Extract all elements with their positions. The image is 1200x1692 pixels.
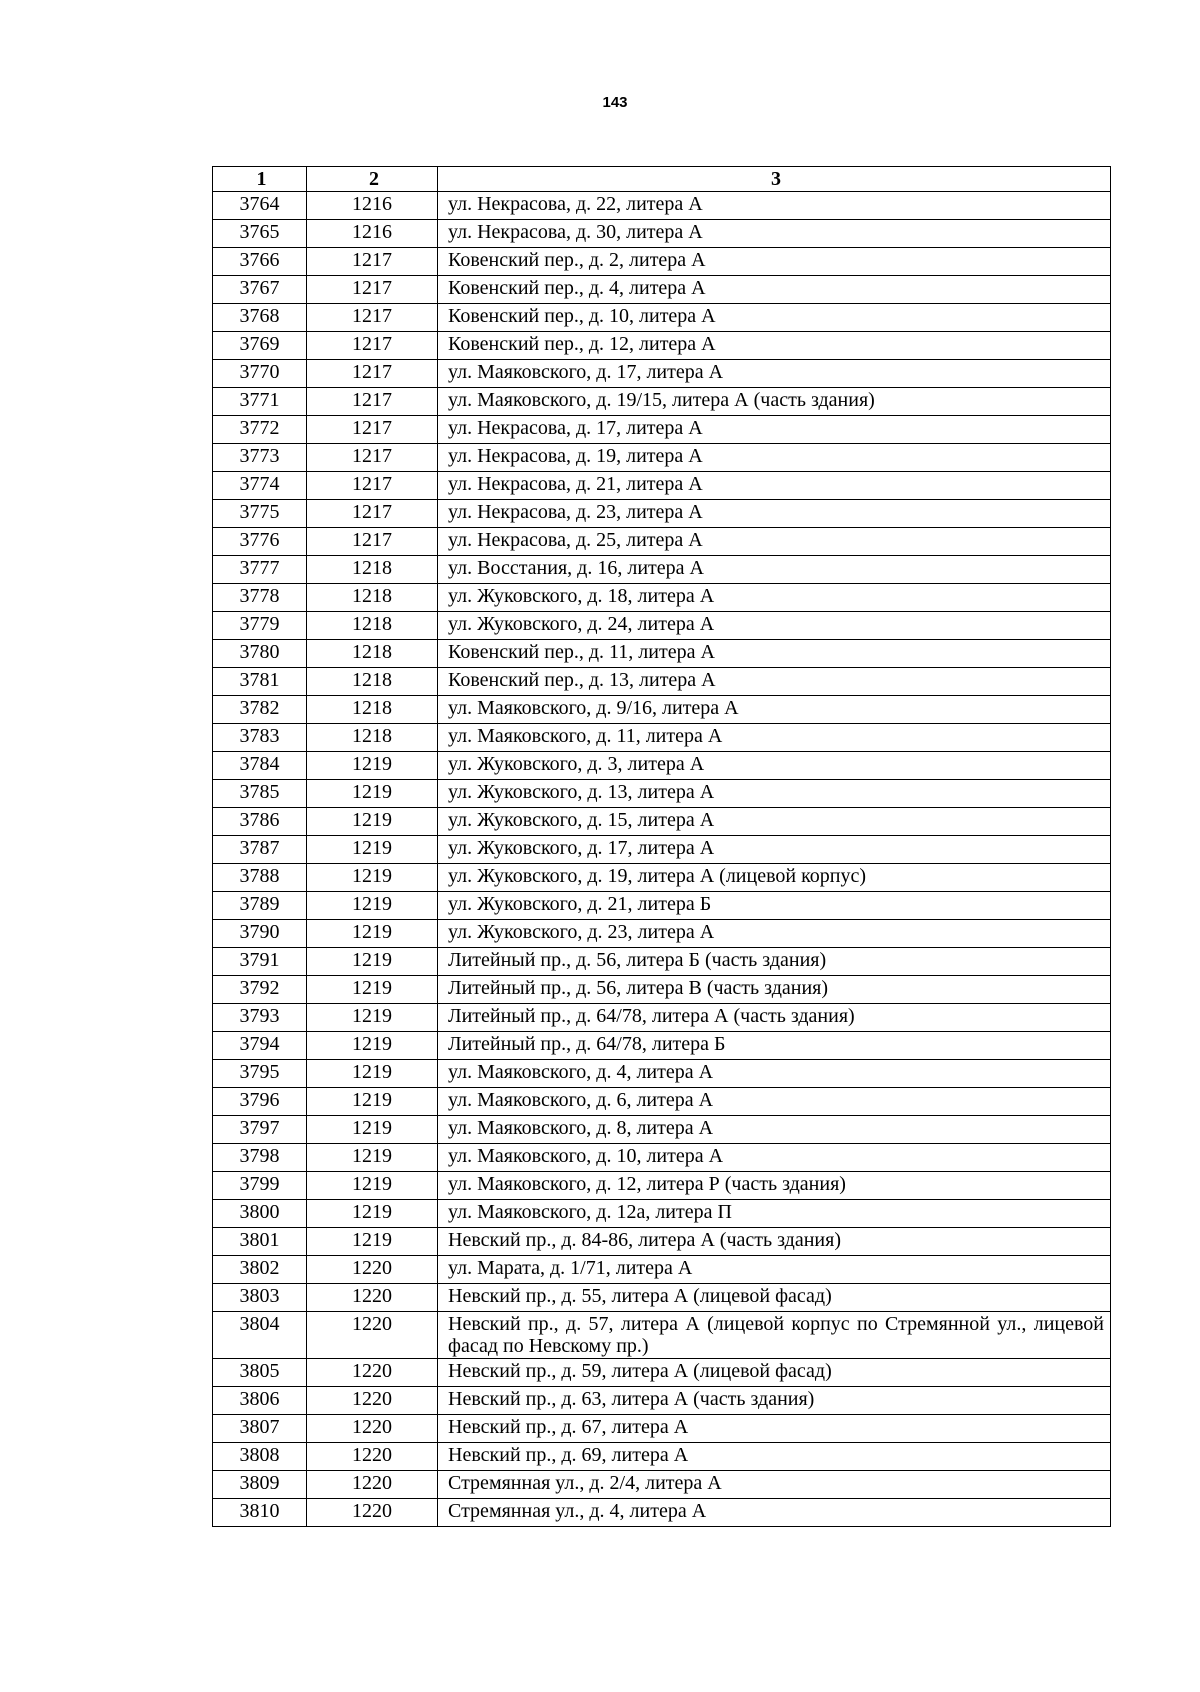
address-cell: Невский пр., д. 63, литера А (часть здания): [438, 1387, 1111, 1415]
address-cell: ул. Маяковского, д. 17, литера А: [438, 360, 1111, 388]
address-cell: Невский пр., д. 55, литера А (лицевой фасад): [438, 1284, 1111, 1312]
row-number-cell: 3797: [213, 1116, 307, 1144]
table-row: [213, 1032, 1111, 1060]
address-cell: Стремянная ул., д. 4, литера А: [438, 1499, 1111, 1527]
row-number-cell: 3785: [213, 780, 307, 808]
address-cell: Невский пр., д. 67, литера А: [438, 1415, 1111, 1443]
group-number-cell: 1219: [307, 920, 438, 948]
address-cell: ул. Жуковского, д. 19, литера А (лицевой корпус): [438, 864, 1111, 892]
table-row: [213, 1116, 1111, 1144]
table-row: [213, 1387, 1111, 1415]
group-number-cell: 1218: [307, 668, 438, 696]
row-number-cell: 3782: [213, 696, 307, 724]
table-row: [213, 892, 1111, 920]
table-row: [213, 836, 1111, 864]
address-cell: ул. Маяковского, д. 12, литера Р (часть здания): [438, 1172, 1111, 1200]
row-number-cell: 3769: [213, 332, 307, 360]
address-cell: ул. Жуковского, д. 21, литера Б: [438, 892, 1111, 920]
row-number-cell: 3789: [213, 892, 307, 920]
group-number-cell: 1219: [307, 864, 438, 892]
row-number-cell: 3778: [213, 584, 307, 612]
address-cell: ул. Некрасова, д. 19, литера А: [438, 444, 1111, 472]
table-row: [213, 416, 1111, 444]
group-number-cell: 1217: [307, 444, 438, 472]
row-number-cell: 3808: [213, 1443, 307, 1471]
row-number-cell: 3770: [213, 360, 307, 388]
group-number-cell: 1220: [307, 1443, 438, 1471]
address-cell: ул. Маяковского, д. 6, литера А: [438, 1088, 1111, 1116]
row-number-cell: 3795: [213, 1060, 307, 1088]
group-number-cell: 1220: [307, 1284, 438, 1312]
address-cell: ул. Жуковского, д. 17, литера А: [438, 836, 1111, 864]
table-row: [213, 808, 1111, 836]
group-number-cell: 1217: [307, 248, 438, 276]
table-row: [213, 668, 1111, 696]
group-number-cell: 1216: [307, 220, 438, 248]
row-number-cell: 3773: [213, 444, 307, 472]
address-cell: Литейный пр., д. 56, литера Б (часть здания): [438, 948, 1111, 976]
row-number-cell: 3803: [213, 1284, 307, 1312]
row-number-cell: 3766: [213, 248, 307, 276]
group-number-cell: 1218: [307, 556, 438, 584]
table-row: [213, 304, 1111, 332]
group-number-cell: 1219: [307, 752, 438, 780]
table-row: [213, 752, 1111, 780]
row-number-cell: 3799: [213, 1172, 307, 1200]
row-number-cell: 3796: [213, 1088, 307, 1116]
row-number-cell: 3787: [213, 836, 307, 864]
registry-table: [212, 166, 1111, 1527]
group-number-cell: 1219: [307, 1228, 438, 1256]
row-number-cell: 3802: [213, 1256, 307, 1284]
address-cell: Литейный пр., д. 56, литера В (часть здания): [438, 976, 1111, 1004]
row-number-cell: 3809: [213, 1471, 307, 1499]
row-number-cell: 3768: [213, 304, 307, 332]
table-row: [213, 1228, 1111, 1256]
header-row: [213, 167, 1111, 192]
row-number-cell: 3784: [213, 752, 307, 780]
table-row: [213, 1004, 1111, 1032]
group-number-cell: 1219: [307, 780, 438, 808]
address-cell: Литейный пр., д. 64/78, литера А (часть здания): [438, 1004, 1111, 1032]
table-row: [213, 332, 1111, 360]
page-number: 143: [602, 94, 628, 111]
column-header-1: 1: [213, 167, 307, 192]
group-number-cell: 1219: [307, 1088, 438, 1116]
table-row: [213, 276, 1111, 304]
row-number-cell: 3774: [213, 472, 307, 500]
group-number-cell: 1219: [307, 808, 438, 836]
table-body: [213, 192, 1111, 1527]
row-number-cell: 3804: [213, 1312, 307, 1359]
row-number-cell: 3772: [213, 416, 307, 444]
address-cell: ул. Маяковского, д. 10, литера А: [438, 1144, 1111, 1172]
table-row: [213, 192, 1111, 220]
group-number-cell: 1218: [307, 584, 438, 612]
address-cell: ул. Восстания, д. 16, литера А: [438, 556, 1111, 584]
address-cell: Невский пр., д. 59, литера А (лицевой фасад): [438, 1359, 1111, 1387]
row-number-cell: 3800: [213, 1200, 307, 1228]
table-row: [213, 248, 1111, 276]
address-cell: ул. Некрасова, д. 17, литера А: [438, 416, 1111, 444]
address-cell: Ковенский пер., д. 13, литера А: [438, 668, 1111, 696]
group-number-cell: 1219: [307, 1116, 438, 1144]
group-number-cell: 1217: [307, 388, 438, 416]
address-cell: ул. Жуковского, д. 15, литера А: [438, 808, 1111, 836]
address-cell: ул. Маяковского, д. 11, литера А: [438, 724, 1111, 752]
table-row: [213, 1060, 1111, 1088]
table-row: [213, 556, 1111, 584]
row-number-cell: 3786: [213, 808, 307, 836]
column-header-3: 3: [438, 167, 1111, 192]
table-row: [213, 1144, 1111, 1172]
group-number-cell: 1217: [307, 332, 438, 360]
row-number-cell: 3807: [213, 1415, 307, 1443]
row-number-cell: 3790: [213, 920, 307, 948]
address-cell: ул. Некрасова, д. 21, литера А: [438, 472, 1111, 500]
address-cell: Ковенский пер., д. 10, литера А: [438, 304, 1111, 332]
group-number-cell: 1220: [307, 1499, 438, 1527]
group-number-cell: 1219: [307, 1144, 438, 1172]
table-row: [213, 1312, 1111, 1359]
address-cell: Невский пр., д. 57, литера А (лицевой корпус по Стремянной ул., лицевой фасад по Невскому пр.): [438, 1312, 1111, 1359]
table-row: [213, 920, 1111, 948]
group-number-cell: 1218: [307, 640, 438, 668]
group-number-cell: 1217: [307, 360, 438, 388]
group-number-cell: 1219: [307, 948, 438, 976]
group-number-cell: 1219: [307, 892, 438, 920]
group-number-cell: 1217: [307, 416, 438, 444]
table-row: [213, 1088, 1111, 1116]
group-number-cell: 1217: [307, 472, 438, 500]
group-number-cell: 1218: [307, 724, 438, 752]
row-number-cell: 3798: [213, 1144, 307, 1172]
address-cell: Ковенский пер., д. 12, литера А: [438, 332, 1111, 360]
row-number-cell: 3801: [213, 1228, 307, 1256]
table-row: [213, 640, 1111, 668]
table-row: [213, 1471, 1111, 1499]
row-number-cell: 3776: [213, 528, 307, 556]
group-number-cell: 1218: [307, 612, 438, 640]
address-cell: Ковенский пер., д. 4, литера А: [438, 276, 1111, 304]
group-number-cell: 1220: [307, 1471, 438, 1499]
address-cell: Ковенский пер., д. 11, литера А: [438, 640, 1111, 668]
address-cell: Ковенский пер., д. 2, литера А: [438, 248, 1111, 276]
address-cell: ул. Жуковского, д. 3, литера А: [438, 752, 1111, 780]
table-row: [213, 976, 1111, 1004]
address-cell: ул. Некрасова, д. 30, литера А: [438, 220, 1111, 248]
address-cell: ул. Маяковского, д. 12а, литера П: [438, 1200, 1111, 1228]
address-cell: ул. Жуковского, д. 18, литера А: [438, 584, 1111, 612]
row-number-cell: 3791: [213, 948, 307, 976]
table-row: [213, 444, 1111, 472]
group-number-cell: 1220: [307, 1256, 438, 1284]
row-number-cell: 3781: [213, 668, 307, 696]
row-number-cell: 3788: [213, 864, 307, 892]
table-row: [213, 1284, 1111, 1312]
group-number-cell: 1219: [307, 976, 438, 1004]
table-row: [213, 528, 1111, 556]
table-row: [213, 780, 1111, 808]
address-cell: ул. Марата, д. 1/71, литера А: [438, 1256, 1111, 1284]
address-cell: ул. Жуковского, д. 24, литера А: [438, 612, 1111, 640]
column-header-2: 2: [307, 167, 438, 192]
group-number-cell: 1217: [307, 500, 438, 528]
row-number-cell: 3765: [213, 220, 307, 248]
row-number-cell: 3783: [213, 724, 307, 752]
row-number-cell: 3777: [213, 556, 307, 584]
address-cell: ул. Маяковского, д. 4, литера А: [438, 1060, 1111, 1088]
group-number-cell: 1217: [307, 304, 438, 332]
row-number-cell: 3792: [213, 976, 307, 1004]
table-row: [213, 1256, 1111, 1284]
table-row: [213, 500, 1111, 528]
address-cell: Литейный пр., д. 64/78, литера Б: [438, 1032, 1111, 1060]
table-row: [213, 1172, 1111, 1200]
row-number-cell: 3775: [213, 500, 307, 528]
row-number-cell: 3780: [213, 640, 307, 668]
table-header: [213, 167, 1111, 192]
table-row: [213, 388, 1111, 416]
address-cell: ул. Жуковского, д. 13, литера А: [438, 780, 1111, 808]
address-cell: ул. Маяковского, д. 8, литера А: [438, 1116, 1111, 1144]
row-number-cell: 3805: [213, 1359, 307, 1387]
group-number-cell: 1217: [307, 276, 438, 304]
address-cell: ул. Жуковского, д. 23, литера А: [438, 920, 1111, 948]
group-number-cell: 1219: [307, 1032, 438, 1060]
row-number-cell: 3793: [213, 1004, 307, 1032]
table-row: [213, 612, 1111, 640]
row-number-cell: 3771: [213, 388, 307, 416]
table-row: [213, 696, 1111, 724]
group-number-cell: 1220: [307, 1415, 438, 1443]
row-number-cell: 3764: [213, 192, 307, 220]
row-number-cell: 3806: [213, 1387, 307, 1415]
table-row: [213, 584, 1111, 612]
table-row: [213, 724, 1111, 752]
address-cell: Невский пр., д. 69, литера А: [438, 1443, 1111, 1471]
group-number-cell: 1220: [307, 1387, 438, 1415]
group-number-cell: 1219: [307, 1004, 438, 1032]
group-number-cell: 1218: [307, 696, 438, 724]
table-row: [213, 1415, 1111, 1443]
address-cell: ул. Маяковского, д. 9/16, литера А: [438, 696, 1111, 724]
table-row: [213, 948, 1111, 976]
table-row: [213, 864, 1111, 892]
group-number-cell: 1216: [307, 192, 438, 220]
group-number-cell: 1217: [307, 528, 438, 556]
table-row: [213, 220, 1111, 248]
address-cell: ул. Некрасова, д. 23, литера А: [438, 500, 1111, 528]
group-number-cell: 1219: [307, 1172, 438, 1200]
address-cell: ул. Маяковского, д. 19/15, литера А (часть здания): [438, 388, 1111, 416]
group-number-cell: 1219: [307, 836, 438, 864]
table-row: [213, 1443, 1111, 1471]
row-number-cell: 3794: [213, 1032, 307, 1060]
table-row: [213, 360, 1111, 388]
table-row: [213, 472, 1111, 500]
address-cell: Невский пр., д. 84-86, литера А (часть здания): [438, 1228, 1111, 1256]
row-number-cell: 3810: [213, 1499, 307, 1527]
table-row: [213, 1200, 1111, 1228]
table-row: [213, 1359, 1111, 1387]
address-cell: Стремянная ул., д. 2/4, литера А: [438, 1471, 1111, 1499]
group-number-cell: 1219: [307, 1200, 438, 1228]
table-row: [213, 1499, 1111, 1527]
row-number-cell: 3767: [213, 276, 307, 304]
group-number-cell: 1219: [307, 1060, 438, 1088]
group-number-cell: 1220: [307, 1359, 438, 1387]
address-cell: ул. Некрасова, д. 22, литера А: [438, 192, 1111, 220]
address-cell: ул. Некрасова, д. 25, литера А: [438, 528, 1111, 556]
row-number-cell: 3779: [213, 612, 307, 640]
group-number-cell: 1220: [307, 1312, 438, 1359]
